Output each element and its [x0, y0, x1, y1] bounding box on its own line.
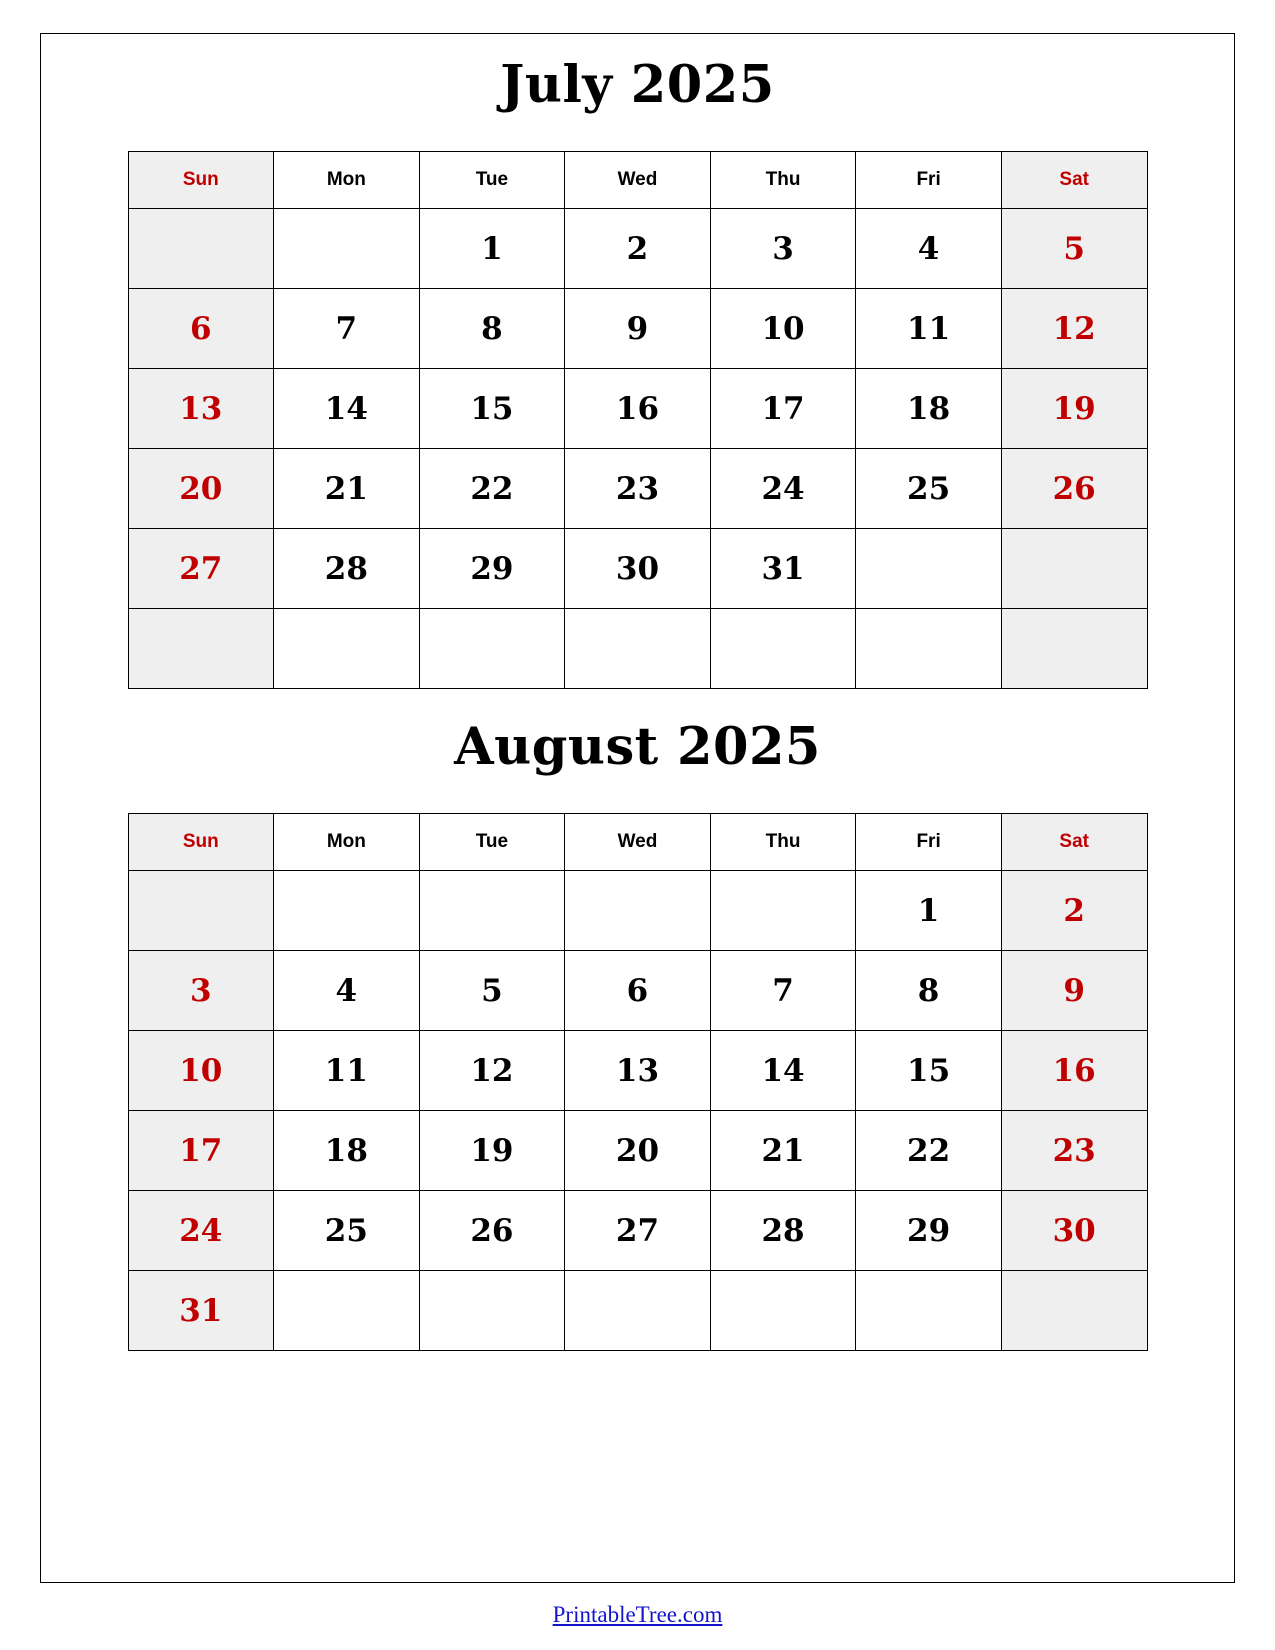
week-row	[128, 1271, 1147, 1351]
weekday-mon: Mon	[274, 152, 420, 209]
day-cell: 8	[419, 289, 565, 369]
day-cell	[419, 1271, 565, 1351]
weekday-sun: Sun	[128, 814, 274, 871]
weekday-wed: Wed	[565, 152, 711, 209]
week-row	[128, 951, 1147, 1031]
day-cell: 10	[128, 1031, 274, 1111]
day-cell: 12	[1001, 289, 1147, 369]
day-cell	[274, 609, 420, 689]
weekday-tue: Tue	[419, 814, 565, 871]
footer	[0, 1602, 1275, 1628]
month-block-july	[0, 55, 1275, 689]
day-cell	[128, 209, 274, 289]
calendar-table-july	[128, 151, 1148, 689]
weekday-fri: Fri	[856, 814, 1002, 871]
day-cell: 11	[274, 1031, 420, 1111]
day-cell	[856, 609, 1002, 689]
day-cell: 24	[128, 1191, 274, 1271]
day-cell: 29	[419, 529, 565, 609]
day-cell: 2	[565, 209, 711, 289]
day-cell: 3	[128, 951, 274, 1031]
day-cell: 27	[128, 529, 274, 609]
month-title-august: August 2025	[454, 717, 821, 777]
day-cell	[274, 871, 420, 951]
day-cell: 14	[274, 369, 420, 449]
week-row	[128, 871, 1147, 951]
weekday-wed: Wed	[565, 814, 711, 871]
day-cell	[128, 609, 274, 689]
day-cell: 8	[856, 951, 1002, 1031]
day-cell: 23	[565, 449, 711, 529]
weekday-header-row	[128, 152, 1147, 209]
day-cell: 20	[128, 449, 274, 529]
day-cell	[419, 609, 565, 689]
month-title-july: July 2025	[500, 55, 775, 115]
day-cell: 31	[128, 1271, 274, 1351]
weekday-sat: Sat	[1001, 814, 1147, 871]
day-cell: 2	[1001, 871, 1147, 951]
day-cell: 9	[565, 289, 711, 369]
day-cell	[1001, 609, 1147, 689]
day-cell: 6	[565, 951, 711, 1031]
day-cell: 12	[419, 1031, 565, 1111]
day-cell	[1001, 1271, 1147, 1351]
calendar-table-august	[128, 813, 1148, 1351]
day-cell: 15	[419, 369, 565, 449]
day-cell: 10	[710, 289, 856, 369]
day-cell: 24	[710, 449, 856, 529]
day-cell: 13	[565, 1031, 711, 1111]
day-cell: 19	[1001, 369, 1147, 449]
day-cell	[856, 529, 1002, 609]
day-cell: 14	[710, 1031, 856, 1111]
day-cell: 18	[856, 369, 1002, 449]
day-cell: 21	[710, 1111, 856, 1191]
printabletree-link[interactable]: PrintableTree.com	[552, 1602, 723, 1627]
day-cell: 7	[710, 951, 856, 1031]
day-cell: 1	[856, 871, 1002, 951]
week-row	[128, 1191, 1147, 1271]
day-cell	[1001, 529, 1147, 609]
day-cell	[274, 209, 420, 289]
week-row	[128, 369, 1147, 449]
day-cell: 23	[1001, 1111, 1147, 1191]
day-cell: 22	[419, 449, 565, 529]
day-cell: 11	[856, 289, 1002, 369]
day-cell	[128, 871, 274, 951]
week-row	[128, 449, 1147, 529]
day-cell: 29	[856, 1191, 1002, 1271]
day-cell: 18	[274, 1111, 420, 1191]
day-cell: 9	[1001, 951, 1147, 1031]
week-row	[128, 529, 1147, 609]
day-cell: 4	[856, 209, 1002, 289]
day-cell: 21	[274, 449, 420, 529]
day-cell: 1	[419, 209, 565, 289]
day-cell: 5	[419, 951, 565, 1031]
weekday-thu: Thu	[710, 152, 856, 209]
day-cell	[710, 609, 856, 689]
day-cell: 3	[710, 209, 856, 289]
day-cell: 27	[565, 1191, 711, 1271]
day-cell	[565, 1271, 711, 1351]
weekday-tue: Tue	[419, 152, 565, 209]
day-cell: 17	[128, 1111, 274, 1191]
day-cell: 16	[565, 369, 711, 449]
day-cell: 16	[1001, 1031, 1147, 1111]
day-cell: 31	[710, 529, 856, 609]
day-cell: 17	[710, 369, 856, 449]
week-row	[128, 609, 1147, 689]
day-cell: 13	[128, 369, 274, 449]
day-cell: 28	[274, 529, 420, 609]
day-cell	[274, 1271, 420, 1351]
day-cell: 4	[274, 951, 420, 1031]
day-cell: 28	[710, 1191, 856, 1271]
weekday-header-row	[128, 814, 1147, 871]
day-cell: 26	[419, 1191, 565, 1271]
day-cell: 26	[1001, 449, 1147, 529]
week-row	[128, 289, 1147, 369]
day-cell: 5	[1001, 209, 1147, 289]
day-cell: 30	[1001, 1191, 1147, 1271]
week-row	[128, 209, 1147, 289]
day-cell: 25	[856, 449, 1002, 529]
day-cell: 22	[856, 1111, 1002, 1191]
month-block-august	[0, 717, 1275, 1351]
day-cell: 30	[565, 529, 711, 609]
day-cell: 7	[274, 289, 420, 369]
weekday-sun: Sun	[128, 152, 274, 209]
weekday-fri: Fri	[856, 152, 1002, 209]
week-row	[128, 1111, 1147, 1191]
day-cell	[565, 871, 711, 951]
day-cell: 6	[128, 289, 274, 369]
day-cell: 15	[856, 1031, 1002, 1111]
weekday-thu: Thu	[710, 814, 856, 871]
day-cell: 20	[565, 1111, 711, 1191]
day-cell	[419, 871, 565, 951]
day-cell	[710, 1271, 856, 1351]
day-cell: 25	[274, 1191, 420, 1271]
weekday-sat: Sat	[1001, 152, 1147, 209]
weekday-mon: Mon	[274, 814, 420, 871]
day-cell	[856, 1271, 1002, 1351]
day-cell: 19	[419, 1111, 565, 1191]
day-cell	[565, 609, 711, 689]
day-cell	[710, 871, 856, 951]
week-row	[128, 1031, 1147, 1111]
